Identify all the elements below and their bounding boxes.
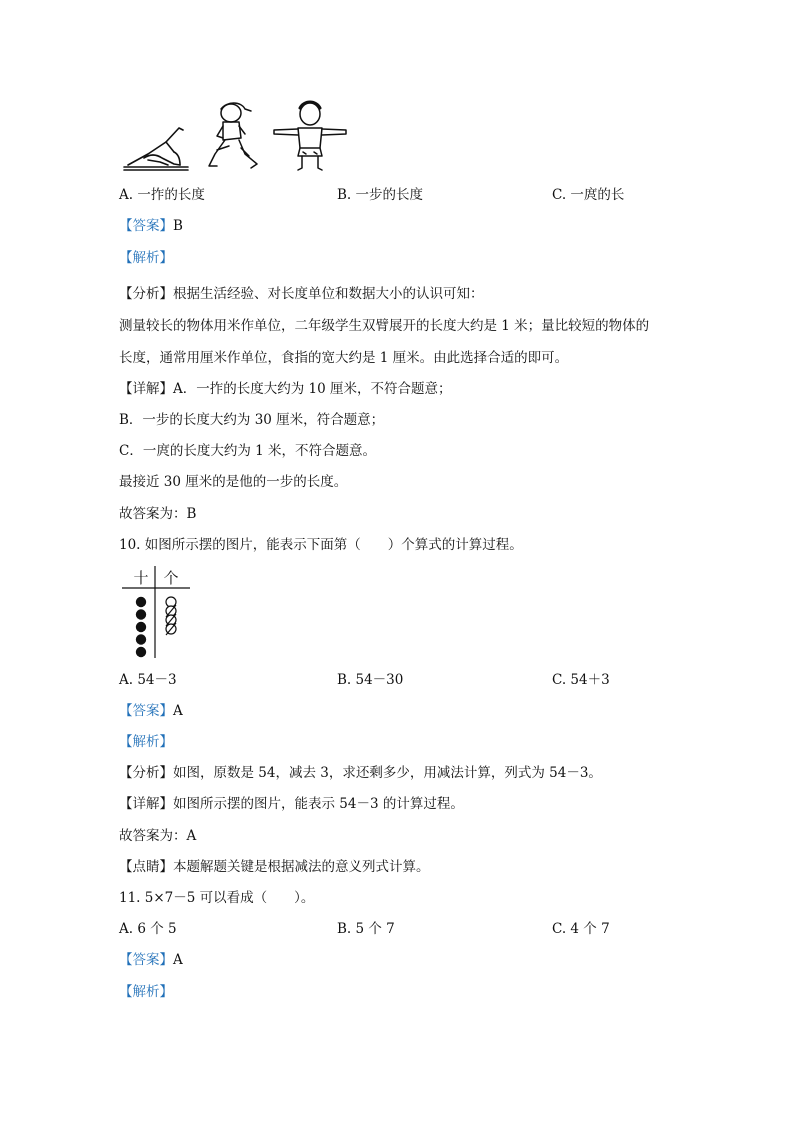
q11-answer <box>119 950 183 970</box>
q9-answer <box>119 216 183 236</box>
q9-xiangjie-b: B．一步的长度大约为 30 厘米，符合题意； <box>119 412 385 428</box>
q9-fenxi <box>119 284 484 304</box>
dianjing-label: 【点睛】 <box>119 859 173 875</box>
q10-xiangjie <box>119 794 464 814</box>
q11-options <box>119 919 679 939</box>
q10-jiexi-label: 【解析】 <box>119 734 173 750</box>
dianjing-text: 本题解题关键是根据减法的意义列式计算。 <box>173 859 430 875</box>
q11-question: 11. 5×7－5 可以看成（ ）。 <box>119 890 315 906</box>
fenxi-text: 如图，原数是 54，减去 3，求还剩多少，用减法计算，列式为 54－3。 <box>173 765 602 781</box>
q10-options <box>119 670 679 690</box>
q10-option-a[interactable]: A. 54－3 <box>119 672 177 688</box>
tens-bead <box>136 647 146 657</box>
q9-option-c[interactable]: C. 一庹的长 <box>552 187 625 203</box>
q10-conclusion: 故答案为：A <box>119 828 197 844</box>
xiangjie-text: 如图所示摆的图片，能表示 54－3 的计算过程。 <box>173 796 464 812</box>
arms-spread-illustration <box>270 100 350 172</box>
hand-span-illustration <box>122 124 192 172</box>
ones-beads <box>166 597 176 635</box>
ones-label: 个 <box>163 569 179 587</box>
answer-value: B <box>173 218 183 234</box>
answer-value: A <box>173 952 183 968</box>
answer-label: 【答案】 <box>119 218 173 234</box>
q9-xiangjie-c: C．一庹的长度大约为 1 米，不符合题意。 <box>119 443 377 459</box>
xiangjie-label: 【详解】 <box>119 381 173 397</box>
q11-option-a[interactable]: A. 6 个 5 <box>119 921 177 937</box>
q11-option-b[interactable]: B. 5 个 7 <box>337 921 395 937</box>
tens-label: 十 <box>133 569 149 587</box>
tens-bead <box>136 622 146 632</box>
q9-fenxi-line-3: 长度，通常用厘米作单位，食指的宽大约是 1 厘米。由此选择合适的即可。 <box>119 350 569 366</box>
walking-step-illustration <box>205 100 263 172</box>
q9-conclusion: 故答案为：B <box>119 506 197 522</box>
answer-label: 【答案】 <box>119 703 173 719</box>
q10-question: 10. 如图所示摆的图片，能表示下面第（ ）个算式的计算过程。 <box>119 537 523 553</box>
tens-beads <box>136 597 146 657</box>
q10-option-b[interactable]: B. 54－30 <box>337 672 404 688</box>
tens-bead <box>136 609 146 619</box>
q9-fenxi-line-2: 测量较长的物体用米作单位，二年级学生双臂展开的长度大约是 1 米；量比较短的物体的 <box>119 318 650 334</box>
q11-jiexi-label: 【解析】 <box>119 984 173 1000</box>
place-value-chart <box>122 566 194 660</box>
tens-bead <box>136 597 146 607</box>
q11-option-c[interactable]: C. 4 个 7 <box>552 921 610 937</box>
fenxi-label: 【分析】 <box>119 286 173 302</box>
xiangjie-label: 【详解】 <box>119 796 173 812</box>
q10-dianjing <box>119 857 430 877</box>
q9-option-a[interactable]: A. 一拃的长度 <box>119 187 205 203</box>
fenxi-text: 根据生活经验、对长度单位和数据大小的认识可知： <box>173 286 484 302</box>
fenxi-label: 【分析】 <box>119 765 173 781</box>
answer-label: 【答案】 <box>119 952 173 968</box>
q10-option-c[interactable]: C. 54＋3 <box>552 672 610 688</box>
q9-xiangjie <box>119 379 452 399</box>
q10-answer <box>119 701 183 721</box>
tens-bead <box>136 634 146 644</box>
q9-jiexi-label: 【解析】 <box>119 250 173 266</box>
q9-options <box>119 185 679 205</box>
q9-closest: 最接近 30 厘米的是他的一步的长度。 <box>119 474 348 490</box>
answer-value: A <box>173 703 183 719</box>
xiangjie-text: A．一拃的长度大约为 10 厘米，不符合题意； <box>173 381 452 397</box>
q9-option-b[interactable]: B. 一步的长度 <box>337 187 424 203</box>
q10-fenxi <box>119 763 602 783</box>
